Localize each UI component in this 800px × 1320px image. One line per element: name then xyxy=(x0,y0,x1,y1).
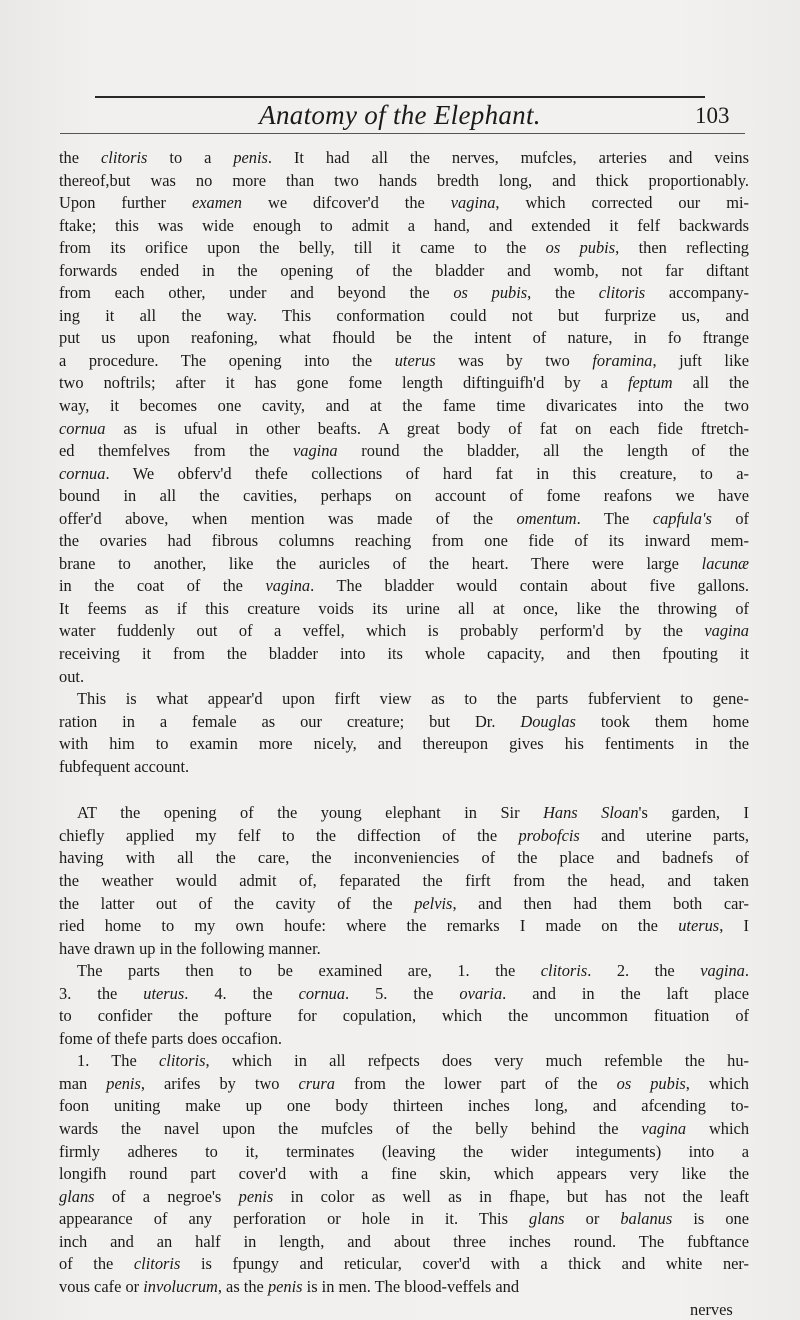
text-line xyxy=(59,1141,749,1164)
text-run: was by two xyxy=(435,350,593,370)
text-line xyxy=(59,598,749,621)
text-run: man xyxy=(59,1073,107,1093)
text-run: . We obferv'd thefe collections of hard fat in this creature, to a- xyxy=(105,463,749,483)
italic-term: capfula's xyxy=(652,508,712,528)
text-run: , as the xyxy=(217,1276,268,1296)
text-run: . xyxy=(744,961,749,981)
text-run: accompany- xyxy=(645,283,749,303)
text-run: as is ufual in other beafts. A great body of fat on each fide ftretch- xyxy=(105,418,749,438)
text-run: of xyxy=(711,508,749,528)
italic-term: probofcis xyxy=(518,825,580,845)
text-run: . and in the laft place xyxy=(502,983,749,1003)
text-line xyxy=(59,350,749,373)
header-rule xyxy=(95,96,705,98)
text-line xyxy=(59,1028,749,1051)
italic-term: omentum xyxy=(516,508,577,528)
text-run: It feems as if this creature voids its urine all at once, like the throwing of xyxy=(59,598,749,618)
running-head: Anatomy of the Elephant. xyxy=(259,100,541,130)
text-line xyxy=(59,372,749,395)
text-line xyxy=(59,620,749,643)
italic-term: vagina xyxy=(641,1118,687,1138)
text-run: all the xyxy=(672,373,749,393)
italic-term: pelvis xyxy=(414,893,453,913)
text-line xyxy=(59,666,749,689)
text-line xyxy=(59,847,749,870)
text-line xyxy=(59,733,749,756)
text-run: offer'd above, when mention was made of the xyxy=(59,508,517,528)
italic-term: penis xyxy=(238,1186,274,1206)
text-run: fubfequent account. xyxy=(59,756,190,776)
text-run: 's garden, I xyxy=(638,803,749,823)
text-run: receiving it from the bladder into its whole capacity, and then fpouting it xyxy=(59,644,749,664)
text-run: . The bladder would contain about five gallons. xyxy=(310,576,749,596)
text-run: is one xyxy=(672,1209,749,1229)
header-underline xyxy=(60,133,745,134)
text-run: 3. the xyxy=(59,983,144,1003)
text-run: out. xyxy=(59,666,85,686)
text-line xyxy=(59,643,749,666)
italic-term: os pubis xyxy=(545,238,616,258)
italic-term: foramina xyxy=(592,350,653,370)
text-line xyxy=(59,1050,749,1073)
catchword: nerves xyxy=(690,1300,733,1319)
text-run: a procedure. The opening into the xyxy=(59,350,395,370)
text-run: we difcover'd the xyxy=(242,193,451,213)
italic-term: uterus xyxy=(678,916,720,936)
italic-term: lacunæ xyxy=(701,553,749,573)
italic-term: penis xyxy=(267,1276,303,1296)
text-run: round the bladder, all the length of the xyxy=(337,441,749,461)
italic-term: os pubis xyxy=(616,1073,686,1093)
text-run: from each other, under and beyond the xyxy=(59,283,454,303)
text-run: is in men. The blood-veffels and xyxy=(302,1276,520,1296)
italic-term: cornua xyxy=(59,418,106,438)
text-run: inch and an half in length, and about three inches round. The fubftance xyxy=(59,1231,749,1251)
text-run: ried home to my own houfe: where the remarks I made on the xyxy=(59,916,679,936)
italic-term: glans xyxy=(59,1186,95,1206)
text-run: wards the navel upon the mufcles of the belly behind the xyxy=(59,1118,642,1138)
text-line xyxy=(59,305,749,328)
text-run: vous cafe or xyxy=(59,1276,144,1296)
text-line xyxy=(59,192,749,215)
text-line xyxy=(59,1231,749,1254)
text-line xyxy=(59,327,749,350)
text-line xyxy=(59,508,749,531)
italic-term: vagina xyxy=(704,621,749,641)
text-run: the weather would admit of, feparated the firft from the head, and taken xyxy=(59,870,749,890)
italic-term: crura xyxy=(298,1073,335,1093)
text-line xyxy=(59,440,749,463)
text-line xyxy=(59,1118,749,1141)
text-line xyxy=(59,960,749,983)
text-run: AT the opening of the young elephant in Sir xyxy=(77,803,544,823)
text-run: to a xyxy=(147,148,234,167)
text-run: ing it all the way. This conformation could not but furprize us, and xyxy=(59,305,749,325)
text-run: have drawn up in the following manner. xyxy=(59,938,321,958)
text-line xyxy=(59,1005,749,1028)
text-line xyxy=(59,215,749,238)
italic-term: penis xyxy=(106,1073,141,1093)
text-run: firmly adheres to it, terminates (leaving the wider integuments) into a xyxy=(59,1141,749,1161)
text-run: chiefly applied my felf to the diffection of the xyxy=(59,825,519,845)
text-run: way, it becomes one cavity, and at the fame time divaricates into the two xyxy=(59,396,749,416)
text-run: is fpungy and reticular, cover'd with a thick and white ner- xyxy=(180,1254,749,1274)
paragraph-gap xyxy=(59,778,749,802)
text-line xyxy=(59,711,749,734)
text-run: , I xyxy=(719,916,749,936)
text-line xyxy=(59,395,749,418)
text-run: , juft like xyxy=(652,350,750,370)
text-run: , then reflecting xyxy=(615,238,749,258)
text-run: ration in a female as our creature; but Dr. xyxy=(59,711,521,731)
text-run: took them home xyxy=(575,711,749,731)
italic-term: involucrum xyxy=(143,1276,218,1296)
italic-term: glans xyxy=(529,1209,565,1229)
text-line xyxy=(59,147,749,170)
text-line xyxy=(59,260,749,283)
text-line xyxy=(59,575,749,598)
italic-term: uterus xyxy=(143,983,185,1003)
text-run: thereof,but was no more than two hands bredth long, and thick proportionably. xyxy=(59,170,749,190)
italic-term: cornua xyxy=(59,463,106,483)
italic-term: ovaria xyxy=(459,983,503,1003)
text-line xyxy=(59,1095,749,1118)
text-run: with him to examin more nicely, and thereupon gives his fentiments in the xyxy=(59,734,749,754)
text-line xyxy=(59,1163,749,1186)
text-run: of a negroe's xyxy=(94,1186,239,1206)
text-run: , which xyxy=(685,1073,749,1093)
text-run: bound in all the cavities, perhaps on account of fome reafons we have xyxy=(59,486,749,506)
text-run: Upon further xyxy=(59,193,192,213)
text-line xyxy=(59,870,749,893)
italic-term: vagina xyxy=(293,441,338,461)
text-line xyxy=(59,418,749,441)
text-run: . 2. the xyxy=(587,961,701,981)
text-run: appearance of any perforation or hole in it. This xyxy=(59,1209,530,1229)
text-run: , and then had them both car- xyxy=(452,893,749,913)
body-text xyxy=(59,147,749,1298)
text-run: foon uniting make up one body thirteen inches long, and afcending to- xyxy=(59,1096,749,1116)
text-line xyxy=(59,802,749,825)
italic-term: clitoris xyxy=(100,148,148,167)
text-line xyxy=(59,553,749,576)
text-line xyxy=(59,170,749,193)
text-run: put us upon reafoning, what fhould be the intent of nature, in fo ftrange xyxy=(59,328,749,348)
text-run: 1. The xyxy=(77,1051,160,1071)
text-run: from the lower part of the xyxy=(334,1073,617,1093)
italic-term: Douglas xyxy=(520,711,576,731)
text-line xyxy=(59,1186,749,1209)
text-run: brane to another, like the auricles of the heart. There were large xyxy=(59,553,702,573)
text-line xyxy=(59,1253,749,1276)
text-line xyxy=(59,825,749,848)
text-run: . 4. the xyxy=(184,983,299,1003)
text-run: forwards ended in the opening of the bladder and womb, not far diftant xyxy=(59,260,749,280)
text-run: fome of thefe parts does occafion. xyxy=(59,1028,283,1048)
text-run: The parts then to be examined are, 1. the xyxy=(77,961,541,981)
italic-term: feptum xyxy=(627,373,673,393)
text-line xyxy=(59,463,749,486)
text-run: to confider the pofture for copulation, which the uncommon fituation of xyxy=(59,1006,749,1026)
text-run: ed themfelves from the xyxy=(59,441,293,461)
italic-term: vagina xyxy=(265,576,311,596)
text-run: in the coat of the xyxy=(59,576,266,596)
italic-term: penis xyxy=(233,148,268,167)
italic-term: vagina xyxy=(700,961,745,981)
text-line xyxy=(59,530,749,553)
text-line xyxy=(59,938,749,961)
text-run: two noftrils; after it has gone fome length diftinguifh'd by a xyxy=(59,373,628,393)
text-run: and uterine parts, xyxy=(579,825,749,845)
italic-term: Hans Sloan xyxy=(543,803,639,823)
text-line xyxy=(59,1073,749,1096)
text-line xyxy=(59,237,749,260)
text-line xyxy=(59,915,749,938)
italic-term: os pubis xyxy=(453,283,528,303)
text-run: having with all the care, the inconveniencies of the place and badnefs of xyxy=(59,848,749,868)
text-run: the ovaries had fibrous columns reaching from one fide of its inward mem- xyxy=(59,531,749,551)
text-line xyxy=(59,756,749,779)
italic-term: clitoris xyxy=(598,283,646,303)
text-run: in color as well as in fhape, but has not the leaft xyxy=(273,1186,750,1206)
text-run: longifh round part cover'd with a fine skin, which appears very like the xyxy=(59,1164,749,1184)
text-run: or xyxy=(564,1209,621,1229)
text-line xyxy=(59,1276,749,1299)
text-line xyxy=(59,688,749,711)
text-run: the latter out of the cavity of the xyxy=(59,893,415,913)
text-run: , the xyxy=(527,283,599,303)
text-line xyxy=(59,485,749,508)
text-line xyxy=(59,282,749,305)
italic-term: clitoris xyxy=(159,1051,206,1071)
text-line xyxy=(59,1208,749,1231)
text-run: the xyxy=(59,148,101,167)
italic-term: clitoris xyxy=(540,961,588,981)
italic-term: vagina xyxy=(450,193,496,213)
text-line xyxy=(59,893,749,916)
italic-term: balanus xyxy=(620,1209,673,1229)
text-run: . 5. the xyxy=(345,983,460,1003)
italic-term: examen xyxy=(191,193,243,213)
text-line xyxy=(59,983,749,1006)
italic-term: uterus xyxy=(394,350,436,370)
italic-term: clitoris xyxy=(133,1254,181,1274)
text-run: which xyxy=(686,1118,750,1138)
page-number: 103 xyxy=(695,103,730,128)
text-run: . The xyxy=(576,508,653,528)
text-run: , arifes by two xyxy=(140,1073,299,1093)
text-run: , which corrected our mi- xyxy=(495,193,749,213)
text-run: from its orifice upon the belly, till it came to the xyxy=(59,238,546,258)
text-run: of the xyxy=(59,1254,134,1274)
italic-term: cornua xyxy=(298,983,346,1003)
text-run: water fuddenly out of a veffel, which is probably perform'd by the xyxy=(59,621,705,641)
text-run: , which in all refpects does very much refemble the hu- xyxy=(205,1051,749,1071)
text-run: ftake; this was wide enough to admit a hand, and extended it felf backwards xyxy=(59,215,749,235)
text-run: . It had all the nerves, mufcles, arteries and veins xyxy=(267,148,749,167)
text-run: This is what appear'd upon firft view as to the parts fubfervient to gene- xyxy=(77,689,749,709)
